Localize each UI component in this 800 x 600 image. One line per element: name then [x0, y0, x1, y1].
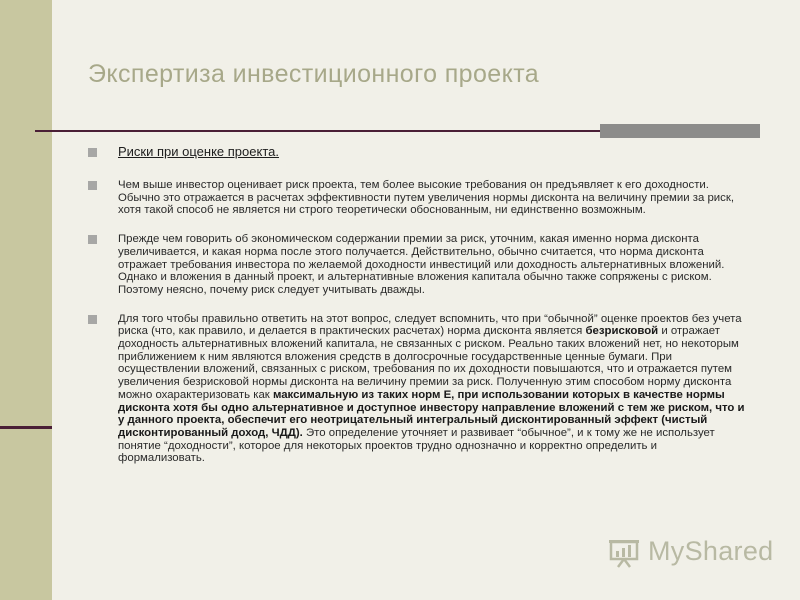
- square-bullet-icon: [88, 235, 97, 244]
- square-bullet-icon: [88, 181, 97, 190]
- paragraph-1: [118, 179, 746, 217]
- bullet-heading: [118, 144, 746, 160]
- paragraph-3-bold-b: максимальную из таких норм Е, при использовании которых в качестве нормы дисконта хотя бы одно альтернативное и доступное инвестору направление вложений с тем же риском, что и у данного проекта, обеспечит его неотрицательный интегральный дисконтированный эффект (чистый дисконтированный доход, ЧДД).: [118, 388, 745, 439]
- slide-title: Экспертиза инвестиционного проекта: [88, 60, 540, 88]
- slide-content: [118, 144, 746, 465]
- logo-text: MyShared: [648, 536, 774, 566]
- paragraph-3-bold-a: безрисковой: [585, 325, 659, 338]
- paragraph-2-text: Прежде чем говорить об экономическом содержании премии за риск, уточним, какая именно норма дисконта увеличивается, и какая норма после этого получается. Действительно, обычно считается, что норма дисконта отражает требования инвестора по желаемой доходности инвестиций или доходность альтернативных вложений. Однако и вложения в данный проект, и альтернативные вложения капитала обычно также сопряжены с риском. Поэтому неясно, почему риск следует учитывать дважды.: [118, 233, 725, 296]
- paragraph-3-text-a: Для того чтобы правильно ответить на этот вопрос, следует вспомнить, что при “обычной” оценке проектов без учета риска (что, как правило, и делается в практических расчетах) норма дисконта является: [118, 312, 742, 338]
- myshared-logo: [608, 536, 774, 570]
- presentation-board-icon: [608, 538, 640, 568]
- paragraph-2: [118, 233, 746, 297]
- paragraph-3-text-c: Это определение уточняет и развивает “обычное”, и к тому же не использует понятие “доходности”, которое для некоторых проектов трудно однозначно и корректно определить и формализовать.: [118, 426, 715, 465]
- paragraph-3: [118, 313, 746, 465]
- left-decor-bar: [0, 0, 52, 600]
- square-bullet-icon: [88, 315, 97, 324]
- title-divider-block: [600, 124, 760, 138]
- paragraph-1-text: Чем выше инвестор оценивает риск проекта, тем более высокие требования он предъявляет к его доходности. Обычно это отражается в расчетах эффективности путем увеличения нормы дисконта на величину премии за риск, хотя такой способ не является ни строго теоретически обоснованным, ни единственно возможным.: [118, 179, 735, 217]
- left-decor-line: [0, 426, 52, 429]
- square-bullet-icon: [88, 148, 97, 157]
- paragraph-3-text-b: и отражает доходность альтернативных вложений капитала, не связанных с риском. Реально таких вложений нет, но некоторым приближением к ним являются вложения средств в долгосрочные государственные ценные бумаги. При осуществлении вложений, связанных с риском, требования по их доходности повышаются, что и отражается путем увеличения безрисковой нормы дисконта на величину премии за риск. Полученную этим способом норму дисконта можно охарактеризовать как: [118, 325, 739, 401]
- heading-text: Риски при оценке проекта.: [118, 144, 279, 159]
